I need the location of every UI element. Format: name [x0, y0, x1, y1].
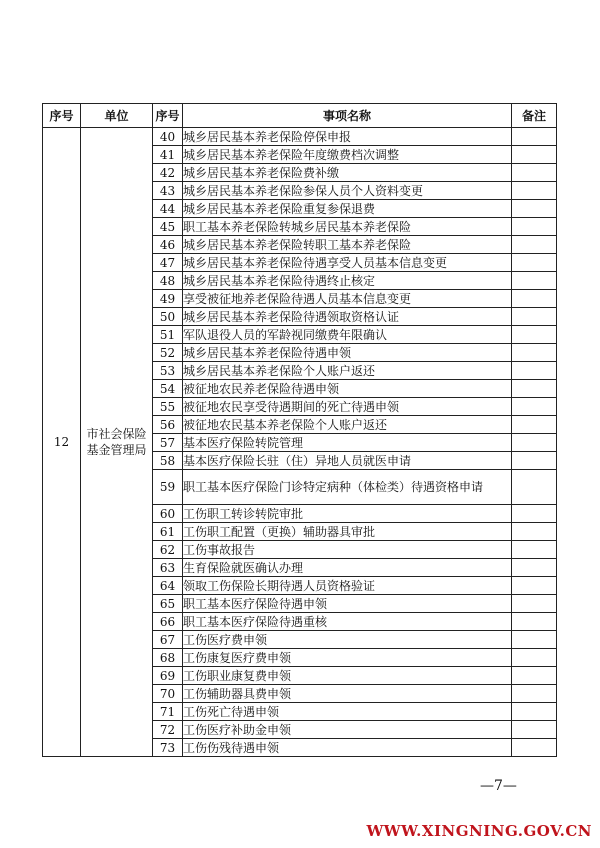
item-number: 57 [153, 434, 183, 452]
item-name: 工伤职业康复费申领 [183, 667, 512, 685]
website-watermark: WWW.XINGNING.GOV.CN [366, 822, 592, 840]
item-name: 被征地农民享受待遇期间的死亡待遇申领 [183, 398, 512, 416]
item-remark [512, 416, 557, 434]
item-remark [512, 685, 557, 703]
item-remark [512, 308, 557, 326]
item-number: 69 [153, 667, 183, 685]
item-number: 65 [153, 595, 183, 613]
header-remarks: 备注 [512, 104, 557, 128]
item-name: 被征地农民基本养老保险个人账户返还 [183, 416, 512, 434]
table-row [43, 128, 557, 146]
item-remark [512, 721, 557, 739]
item-number: 71 [153, 703, 183, 721]
item-name: 城乡居民基本养老保险个人账户返还 [183, 362, 512, 380]
item-remark [512, 182, 557, 200]
item-name: 城乡居民基本养老保险年度缴费档次调整 [183, 146, 512, 164]
item-number: 73 [153, 739, 183, 757]
item-name: 城乡居民基本养老保险转职工基本养老保险 [183, 236, 512, 254]
item-number: 59 [153, 470, 183, 505]
item-number: 70 [153, 685, 183, 703]
item-name: 城乡居民基本养老保险参保人员个人资料变更 [183, 182, 512, 200]
item-remark [512, 272, 557, 290]
item-remark [512, 523, 557, 541]
item-name: 城乡居民基本养老保险待遇领取资格认证 [183, 308, 512, 326]
item-number: 47 [153, 254, 183, 272]
item-name: 工伤职工配置（更换）辅助器具审批 [183, 523, 512, 541]
item-number: 62 [153, 541, 183, 559]
item-remark [512, 470, 557, 505]
item-number: 56 [153, 416, 183, 434]
item-remark [512, 362, 557, 380]
item-remark [512, 577, 557, 595]
item-name: 生育保险就医确认办理 [183, 559, 512, 577]
item-name: 职工基本医疗保险待遇重核 [183, 613, 512, 631]
item-name: 工伤康复医疗费申领 [183, 649, 512, 667]
item-name: 职工基本医疗保险门诊特定病种（体检类）待遇资格申请 [183, 470, 512, 505]
item-number: 52 [153, 344, 183, 362]
item-number: 54 [153, 380, 183, 398]
item-remark [512, 559, 557, 577]
item-name: 职工基本医疗保险待遇申领 [183, 595, 512, 613]
item-remark [512, 146, 557, 164]
item-name: 工伤事故报告 [183, 541, 512, 559]
item-number: 72 [153, 721, 183, 739]
item-remark [512, 218, 557, 236]
item-name: 城乡居民基本养老保险停保申报 [183, 128, 512, 146]
item-number: 44 [153, 200, 183, 218]
item-remark [512, 739, 557, 757]
item-name: 工伤伤残待遇申领 [183, 739, 512, 757]
item-number: 53 [153, 362, 183, 380]
page-number: —7— [480, 778, 517, 794]
item-remark [512, 380, 557, 398]
item-name: 享受被征地养老保险待遇人员基本信息变更 [183, 290, 512, 308]
item-remark [512, 290, 557, 308]
item-remark [512, 200, 557, 218]
header-unit: 单位 [81, 104, 153, 128]
item-number: 60 [153, 505, 183, 523]
item-remark [512, 452, 557, 470]
item-remark [512, 434, 557, 452]
header-serial: 序号 [43, 104, 81, 128]
item-remark [512, 541, 557, 559]
item-remark [512, 344, 557, 362]
item-name: 被征地农民养老保险待遇申领 [183, 380, 512, 398]
item-number: 46 [153, 236, 183, 254]
item-remark [512, 505, 557, 523]
item-remark [512, 236, 557, 254]
item-number: 63 [153, 559, 183, 577]
item-remark [512, 649, 557, 667]
item-remark [512, 254, 557, 272]
item-number: 41 [153, 146, 183, 164]
header-item-name: 事项名称 [183, 104, 512, 128]
item-name: 城乡居民基本养老保险待遇终止核定 [183, 272, 512, 290]
item-number: 61 [153, 523, 183, 541]
item-name: 职工基本养老保险转城乡居民基本养老保险 [183, 218, 512, 236]
item-number: 50 [153, 308, 183, 326]
item-number: 64 [153, 577, 183, 595]
item-number: 68 [153, 649, 183, 667]
item-remark [512, 164, 557, 182]
item-name: 城乡居民基本养老保险待遇申领 [183, 344, 512, 362]
item-name: 工伤医疗补助金申领 [183, 721, 512, 739]
item-name: 城乡居民基本养老保险费补缴 [183, 164, 512, 182]
item-remark [512, 595, 557, 613]
item-number: 66 [153, 613, 183, 631]
item-remark [512, 128, 557, 146]
item-name: 工伤医疗费申领 [183, 631, 512, 649]
header-item-serial: 序号 [153, 104, 183, 128]
table-body [43, 128, 557, 757]
item-remark [512, 631, 557, 649]
item-name: 基本医疗保险转院管理 [183, 434, 512, 452]
items-table [42, 103, 557, 757]
unit-name: 市社会保险基金管理局 [81, 128, 153, 757]
item-name: 领取工伤保险长期待遇人员资格验证 [183, 577, 512, 595]
item-number: 43 [153, 182, 183, 200]
item-number: 51 [153, 326, 183, 344]
item-name: 军队退役人员的军龄视同缴费年限确认 [183, 326, 512, 344]
item-remark [512, 326, 557, 344]
unit-number: 12 [43, 128, 81, 757]
table-header-row [43, 104, 557, 128]
item-remark [512, 667, 557, 685]
item-remark [512, 613, 557, 631]
item-number: 45 [153, 218, 183, 236]
item-number: 49 [153, 290, 183, 308]
item-name: 工伤职工转诊转院审批 [183, 505, 512, 523]
item-name: 城乡居民基本养老保险重复参保退费 [183, 200, 512, 218]
item-remark [512, 703, 557, 721]
item-name: 城乡居民基本养老保险待遇享受人员基本信息变更 [183, 254, 512, 272]
item-name: 工伤死亡待遇申领 [183, 703, 512, 721]
item-number: 58 [153, 452, 183, 470]
item-number: 55 [153, 398, 183, 416]
item-number: 67 [153, 631, 183, 649]
item-number: 42 [153, 164, 183, 182]
item-remark [512, 398, 557, 416]
item-number: 48 [153, 272, 183, 290]
item-name: 工伤辅助器具费申领 [183, 685, 512, 703]
item-number: 40 [153, 128, 183, 146]
item-name: 基本医疗保险长驻（住）异地人员就医申请 [183, 452, 512, 470]
